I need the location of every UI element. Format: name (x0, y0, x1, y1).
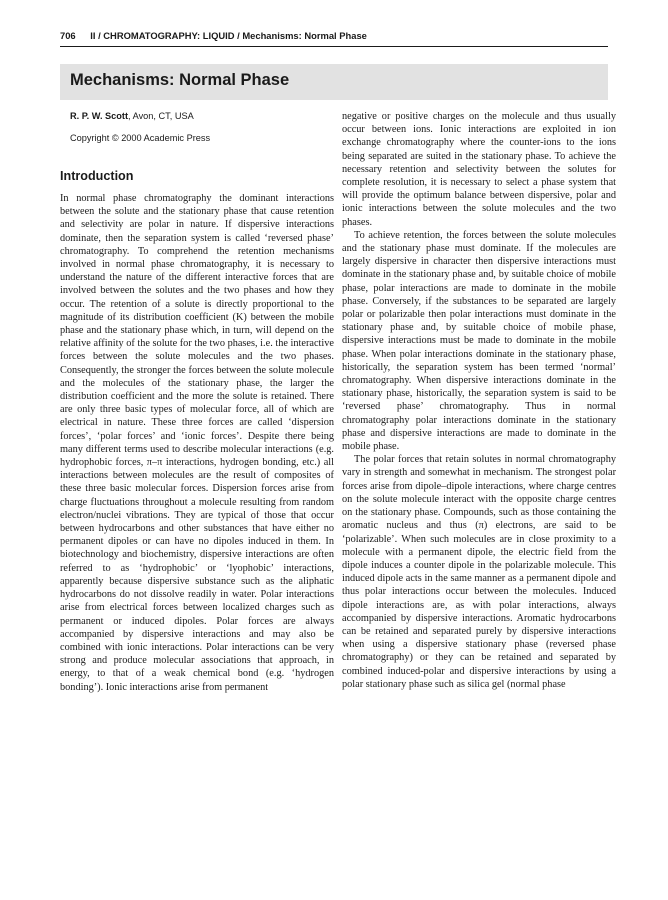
left-column (60, 110, 334, 694)
author-location: , Avon, CT, USA (128, 111, 194, 121)
section-heading-introduction: Introduction (60, 169, 134, 183)
running-head: II / CHROMATOGRAPHY: LIQUID / Mechanisms: Normal Phase (90, 30, 367, 41)
paragraph-2: To achieve retention, the forces between the solute molecules and the stationary phase must dominate. If the molecules are largely dispersive in character then dispersive interactions must dominate in the stationary phase and, by suitable choice of mobile phase, polar interactions are made to dominate in the mobile phase. Conversely, if the substances to be separated are largely polar or polarizable then polar interactions must dominate in the stationary phase and, by suitable choice of mobile phase, dispersive interactions must be made to dominate in the mobile phase. When polar interactions dominate in the stationary phase, historically, the separation system has been termed ‘normal’ chromatography. When dispersive interactions dominate in the stationary phase, historically, the separation system is said to be ‘reversed phase’ chromatography. Thus in normal chromatography polar interactions dominate in the stationary phase and dispersive interactions are made to dominate in the mobile phase. (342, 229, 616, 453)
title-bar (60, 64, 608, 100)
author-line (70, 110, 334, 123)
copyright-line: Copyright © 2000 Academic Press (70, 133, 211, 143)
paragraph-3: The polar forces that retain solutes in normal chromatography vary in strength and somewhat in mechanism. The strongest polar forces arise from dipole–dipole interactions, where charge centres on the solute molecule interact with the opposite charge centres on the stationary phase. Compounds, such as those containing the aromatic nucleus and thus (π) electrons, are said to be ‘polarizable’. When such molecules are in close proximity to a molecule with a permanent dipole, the electric field from the dipole induces a counter dipole in the polarizable molecule. This induced dipole acts in the same manner as a permanent dipole and thus polar interactions occur between the molecules. Induced dipole interactions are, as with polar interactions, always accompanied by dispersive interactions. Aromatic hydrocarbons can be retained and separated purely by dispersive interactions when using a dispersive stationary phase (reversed phase chromatography) or they can be retained and separated by combined induced-polar and dispersive interactions by using a polar stationary phase such as silica gel (normal phase (342, 454, 616, 690)
header-rule (60, 46, 608, 47)
right-column (342, 110, 616, 691)
author-name: R. P. W. Scott (70, 111, 129, 121)
paragraph-1-continued: negative or positive charges on the molecule and thus usually occur between ions. Ionic interactions are exploited in ion exchange chromatography where the counter-ions to the ions being separated are suited in the stationary phase. To achieve the necessary retention and selectivity between the solutes for complete resolution, it is necessary to select a phase system that will provide the optimum balance between dispersive, polar and ionic interactions between the solute molecules and the two phases. (342, 111, 616, 228)
page-number: 706 (60, 30, 76, 41)
running-header (60, 30, 608, 41)
paragraph-1: In normal phase chromatography the dominant interactions between the solute and the stationary phase that cause retention and selectivity are polar in nature. If dispersive interactions dominate, then the separation system is called ‘reversed phase’ chromatography. To comprehend the retention mechanisms involved in normal phase chromatography, it is necessary to understand the nature of the different interactive forces that are involved between the solutes and the two phases and how they occur. The retention of a solute is directly proportional to the magnitude of its distribution coefficient (K) between the mobile phase and the stationary phase which, in turn, will depend on the relative affinity of the solute for the two phases, i.e. the interactive forces between the solute molecules and the two phases. Consequently, the stronger the forces between the solute molecule and the molecules of the stationary phase, the larger the distribution coefficient and the more the solute is retained. There are only three basic types of molecular force, all of which are electrical in nature. These three forces are called ‘dispersion forces’, ‘polar forces’ and ‘ionic forces’. Despite there being many different terms used to describe molecular interactions (e.g. hydrophobic forces, π–π interactions, hydrogen bonding, etc.) all interactions between molecules are the result of composites of these three basic molecular forces. Dispersion forces arise from charge fluctuations throughout a molecule resulting from random electron/nuclei vibrations. They are typical of those that occur between hydrocarbons and other substances that have either no permanent dipoles or can have no dipoles induced in them. In biotechnology and biochemistry, dispersive interactions are often referred to as ‘hydrophobic’ or ‘lyophobic’ interactions, apparently because dispersive substance such as the aliphatic hydrocarbons do not dissolve readily in water. Polar interactions arise from electrical forces between localized charges such as permanent or induced dipoles. Polar forces are always accompanied by dispersive interactions and may also be combined with ionic interactions. Polar interactions can be very strong and produce molecular associations that approach, in energy, to that of a weak chemical bond (e.g. ‘hydrogen bonding’). Ionic interactions arise from permanent (60, 193, 334, 693)
article-title: Mechanisms: Normal Phase (70, 71, 290, 89)
